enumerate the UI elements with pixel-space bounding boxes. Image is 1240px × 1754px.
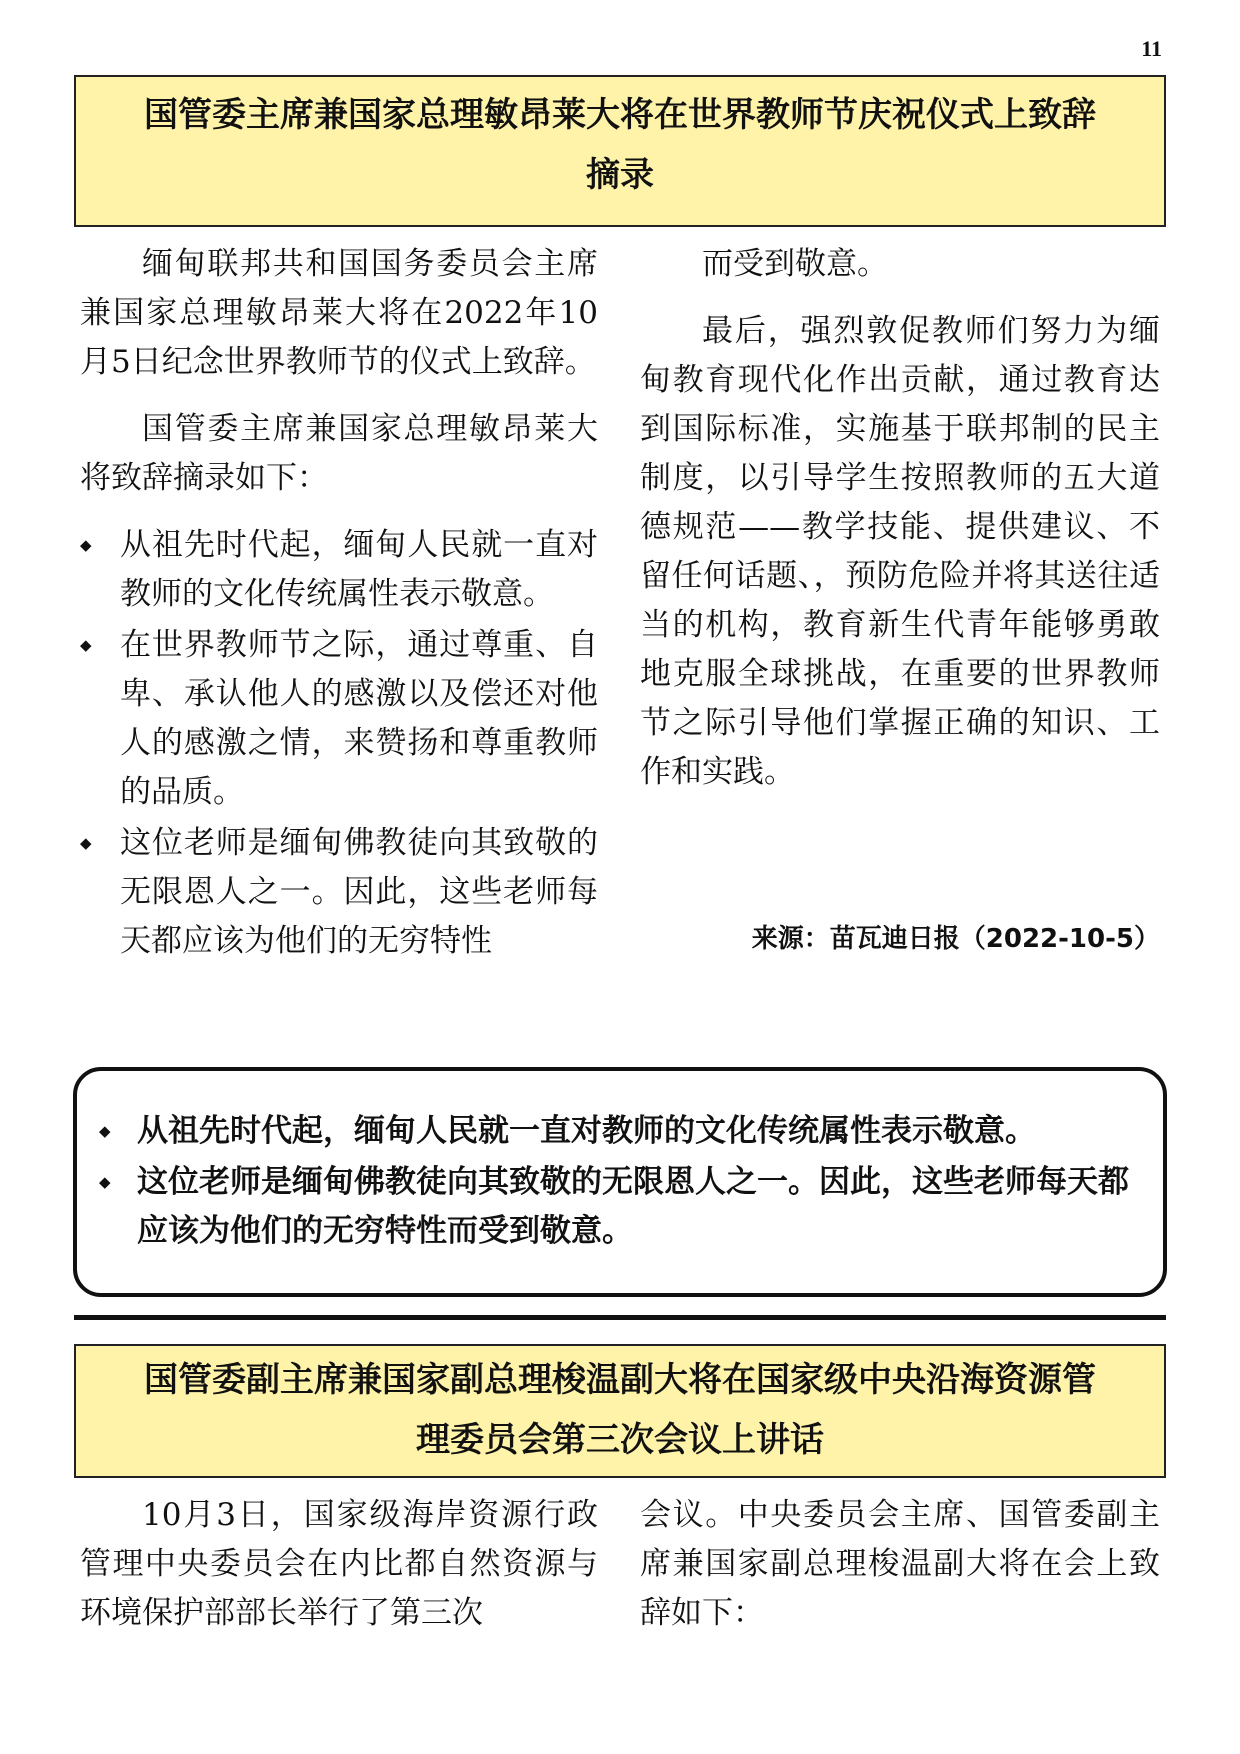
diamond-bullet-icon: ◆ xyxy=(99,1173,111,1191)
list-item xyxy=(99,1107,1139,1156)
article1-excerpt-intro: 国管委主席兼国家总理敏昂莱大将致辞摘录如下： xyxy=(80,411,598,496)
article1-closing: 最后，强烈敦促教师们努力为缅甸教育现代化作出贡献，通过教育达到国际标准，实施基于联邦制的民主制度，以引导学生按照教师的五大道德规范——教学技能、提供建议、不留任何话题、，预防危险并将其送往适当的机构，教育新生代青年能够勇敢地克服全球挑战，在重要的世界教师节之际引导他们掌握正确的知识、工作和实践。 xyxy=(640,313,1160,790)
article1-bullet-list xyxy=(80,521,598,966)
bullet-text: 在世界教师节之际，通过尊重、自卑、承认他人的感激以及偿还对他人的感激之情，来赞扬和尊重教师的品质。 xyxy=(120,627,598,810)
diamond-bullet-icon: ◆ xyxy=(80,636,92,654)
section-divider xyxy=(74,1315,1166,1320)
bullet-text: 这位老师是缅甸佛教徒向其致敬的无限恩人之一。因此，这些老师每天都应该为他们的无穷特性 xyxy=(120,825,598,959)
article1-intro: 缅甸联邦共和国国务委员会主席兼国家总理敏昂莱大将在2022年10月5日纪念世界教师节的仪式上致辞。 xyxy=(80,246,598,380)
article2-left-text: 10月3日，国家级海岸资源行政管理中央委员会在内比都自然资源与环境保护部部长举行了第三次 xyxy=(80,1497,598,1631)
article1-source: 来源：苗瓦迪日报（2022-10-5） xyxy=(751,924,1160,954)
article2-left-column xyxy=(80,1491,598,1638)
article2-title-line2: 理委员会第三次会议上讲话 xyxy=(416,1420,824,1460)
article1-continuation: 而受到敬意。 xyxy=(702,246,888,282)
article2-right-column xyxy=(640,1491,1160,1638)
article1-title xyxy=(74,75,1166,227)
article1-title-line1: 国管委主席兼国家总理敏昂莱大将在世界教师节庆祝仪式上致辞 xyxy=(144,95,1096,135)
article1-right-column xyxy=(640,240,1160,797)
list-item xyxy=(99,1158,1139,1256)
article1-left-column xyxy=(80,240,598,968)
article2-title-line1: 国管委副主席兼国家副总理梭温副大将在国家级中央沿海资源管 xyxy=(144,1360,1096,1400)
article2-title xyxy=(74,1344,1166,1478)
diamond-bullet-icon: ◆ xyxy=(80,536,92,554)
list-item xyxy=(80,819,598,966)
article2-right-text: 会议。中央委员会主席、国管委副主席兼国家副总理梭温副大将在会上致辞如下： xyxy=(640,1497,1160,1631)
callout-bullet-text: 这位老师是缅甸佛教徒向其致敬的无限恩人之一。因此，这些老师每天都应该为他们的无穷特性而受到敬意。 xyxy=(137,1164,1129,1249)
callout-bullet-text: 从祖先时代起，缅甸人民就一直对教师的文化传统属性表示敬意。 xyxy=(137,1113,1036,1149)
diamond-bullet-icon: ◆ xyxy=(80,834,92,852)
diamond-bullet-icon: ◆ xyxy=(99,1122,111,1140)
highlight-callout xyxy=(73,1067,1167,1297)
list-item xyxy=(80,521,598,619)
callout-bullet-list xyxy=(99,1107,1139,1256)
list-item xyxy=(80,621,598,817)
bullet-text: 从祖先时代起，缅甸人民就一直对教师的文化传统属性表示敬意。 xyxy=(120,527,598,612)
page-number: 11 xyxy=(1141,36,1162,61)
article1-title-line2: 摘录 xyxy=(586,155,654,195)
